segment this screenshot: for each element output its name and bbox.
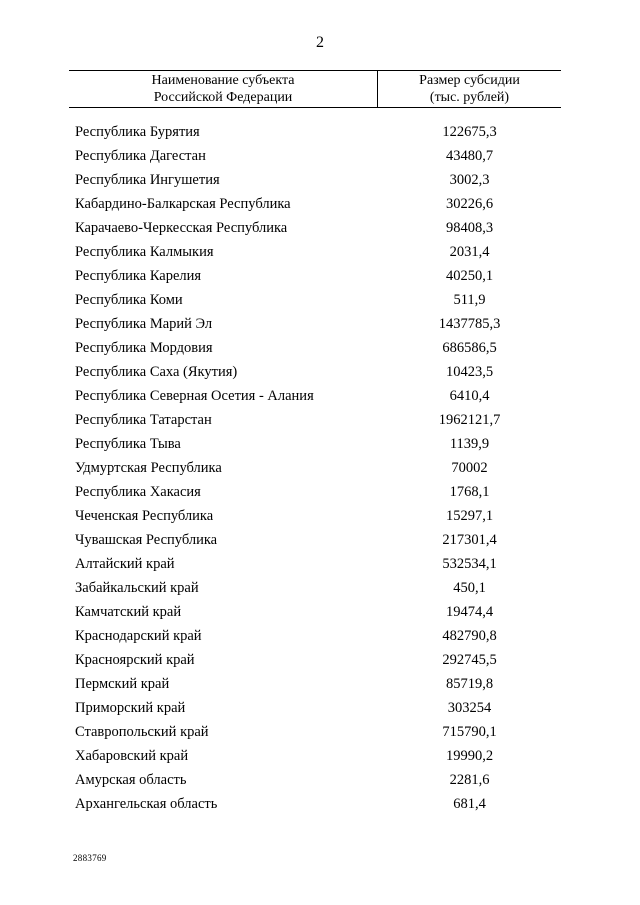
region-header-line-1: Наименование субъекта (151, 73, 295, 88)
table-row (0, 482, 640, 506)
region-name: Республика Калмыкия (75, 244, 214, 260)
table-row (0, 386, 640, 410)
subsidy-amount: 292745,5 (442, 652, 497, 668)
table-row (0, 194, 640, 218)
table-row (0, 530, 640, 554)
subsidy-amount: 2031,4 (449, 244, 490, 260)
region-name: Приморский край (75, 700, 186, 716)
table-row (0, 554, 640, 578)
subsidy-amount: 40250,1 (445, 268, 494, 284)
subsidy-amount: 98408,3 (445, 220, 494, 236)
table-row (0, 626, 640, 650)
subsidy-amount: 43480,7 (445, 148, 494, 164)
table-row (0, 266, 640, 290)
subsidy-amount: 532534,1 (442, 556, 497, 572)
region-name: Республика Хакасия (75, 484, 201, 500)
subsidy-amount: 1437785,3 (438, 316, 501, 332)
subsidy-amount: 715790,1 (442, 724, 497, 740)
subsidy-amount: 19474,4 (445, 604, 494, 620)
subsidy-amount: 482790,8 (442, 628, 497, 644)
region-name: Карачаево-Черкесская Республика (75, 220, 288, 236)
subsidy-amount: 70002 (451, 460, 488, 476)
table-row (0, 122, 640, 146)
subsidy-amount: 10423,5 (445, 364, 494, 380)
region-name: Республика Мордовия (75, 340, 213, 356)
region-name: Краснодарский край (75, 628, 202, 644)
table-row (0, 362, 640, 386)
subsidy-amount: 6410,4 (449, 388, 490, 404)
table-row (0, 650, 640, 674)
amount-header-line-2: (тыс. рублей) (429, 90, 510, 105)
subsidy-amount: 19990,2 (445, 748, 494, 764)
region-name: Ставропольский край (75, 724, 209, 740)
region-name: Камчатский край (75, 604, 182, 620)
subsidy-amount: 511,9 (453, 292, 486, 308)
table-row (0, 218, 640, 242)
table-row (0, 698, 640, 722)
subsidy-amount: 1139,9 (449, 436, 490, 452)
table-row (0, 602, 640, 626)
region-name: Алтайский край (75, 556, 175, 572)
page-number: 2 (316, 34, 324, 51)
region-name: Хабаровский край (75, 748, 189, 764)
subsidy-amount: 450,1 (453, 580, 486, 596)
region-name: Архангельская область (75, 796, 218, 812)
amount-column-header (378, 72, 561, 106)
subsidy-amount: 217301,4 (442, 532, 497, 548)
table-row (0, 458, 640, 482)
region-column-header (69, 72, 377, 106)
region-name: Кабардино-Балкарская Республика (75, 196, 291, 212)
region-name: Республика Саха (Якутия) (75, 364, 238, 380)
table-row (0, 794, 640, 818)
subsidy-amount: 122675,3 (442, 124, 497, 140)
table-row (0, 170, 640, 194)
document-code: 2883769 (73, 853, 107, 863)
region-name: Забайкальский край (75, 580, 199, 596)
subsidy-amount: 681,4 (453, 796, 486, 812)
table-row (0, 578, 640, 602)
region-name: Республика Ингушетия (75, 172, 220, 188)
region-name: Республика Коми (75, 292, 183, 308)
region-name: Республика Северная Осетия - Алания (75, 388, 314, 404)
subsidy-amount: 30226,6 (445, 196, 494, 212)
subsidy-amount: 15297,1 (445, 508, 494, 524)
region-name: Республика Татарстан (75, 412, 212, 428)
subsidy-table-body (0, 122, 640, 818)
table-row (0, 242, 640, 266)
table-row (0, 290, 640, 314)
region-name: Пермский край (75, 676, 170, 692)
region-name: Амурская область (75, 772, 187, 788)
subsidy-amount: 1962121,7 (438, 412, 501, 428)
region-name: Чувашская Республика (75, 532, 218, 548)
subsidy-amount: 85719,8 (445, 676, 494, 692)
table-row (0, 746, 640, 770)
table-row (0, 146, 640, 170)
region-name: Красноярский край (75, 652, 195, 668)
table-row (0, 506, 640, 530)
subsidy-amount: 1768,1 (449, 484, 490, 500)
region-name: Республика Карелия (75, 268, 202, 284)
table-row (0, 722, 640, 746)
table-row (0, 314, 640, 338)
table-row (0, 434, 640, 458)
region-name: Республика Бурятия (75, 124, 200, 140)
region-name: Республика Марий Эл (75, 316, 213, 332)
table-header (69, 70, 561, 108)
table-row (0, 674, 640, 698)
region-header-line-2: Российской Федерации (153, 90, 293, 105)
amount-header-line-1: Размер субсидии (419, 73, 520, 88)
region-name: Республика Тыва (75, 436, 181, 452)
region-name: Республика Дагестан (75, 148, 206, 164)
subsidy-amount: 303254 (447, 700, 492, 716)
subsidy-amount: 2281,6 (449, 772, 490, 788)
region-name: Удмуртская Республика (75, 460, 222, 476)
subsidy-amount: 3002,3 (449, 172, 490, 188)
table-row (0, 338, 640, 362)
table-row (0, 770, 640, 794)
region-name: Чеченская Республика (75, 508, 214, 524)
subsidy-amount: 686586,5 (442, 340, 497, 356)
table-row (0, 410, 640, 434)
